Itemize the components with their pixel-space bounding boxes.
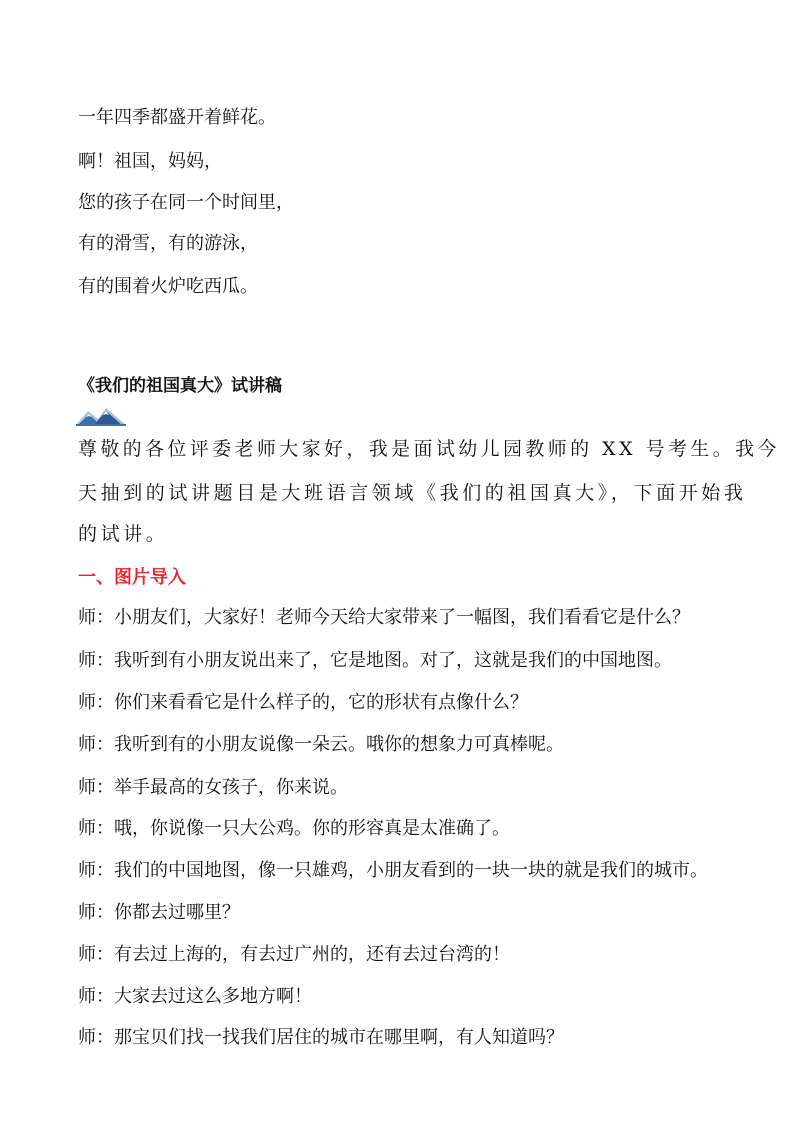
dialogue-line: 师：我听到有的小朋友说像一朵云。哦你的想象力可真棒呢。 [78, 734, 564, 755]
dialogue-line: 师：有去过上海的，有去过广州的，还有去过台湾的！ [78, 944, 510, 965]
dialogue-line: 师：我听到有小朋友说出来了，它是地图。对了，这就是我们的中国地图。 [78, 650, 672, 671]
dialogue-line: 师：你们来看看它是什么样子的，它的形状有点像什么？ [78, 692, 528, 713]
dialogue-line: 师：举手最高的女孩子，你来说。 [78, 777, 348, 798]
document-title: 《我们的祖国真大》试讲稿 [78, 376, 282, 396]
section-heading: 一、图片导入 [78, 567, 186, 588]
intro-line: 的试讲。 [78, 523, 169, 545]
dialogue-line: 师：那宝贝们找一找我们居住的城市在哪里啊，有人知道吗？ [78, 1027, 564, 1048]
poem-line: 有的滑雪，有的游泳， [78, 233, 258, 254]
intro-line: 尊敬的各位评委老师大家好，我是面试幼儿园教师的 XX 号考生。我今 [78, 438, 780, 460]
poem-line: 一年四季都盛开着鲜花。 [78, 107, 276, 128]
dialogue-line: 师：大家去过这么多地方啊！ [78, 986, 312, 1007]
dialogue-line: 师：哦，你说像一只大公鸡。你的形容真是太准确了。 [78, 818, 510, 839]
dialogue-line: 师：小朋友们，大家好！老师今天给大家带来了一幅图，我们看看它是什么？ [78, 607, 690, 628]
poem-line: 您的孩子在同一个时间里， [78, 192, 294, 213]
mountain-icon [76, 405, 126, 427]
dialogue-line: 师：我们的中国地图，像一只雄鸡，小朋友看到的一块一块的就是我们的城市。 [78, 860, 708, 881]
poem-line: 啊！祖国，妈妈， [78, 151, 222, 172]
dialogue-line: 师：你都去过哪里？ [78, 902, 240, 923]
intro-line: 天抽到的试讲题目是大班语言领域《我们的祖国真大》，下面开始我 [78, 482, 747, 504]
poem-line: 有的围着火炉吃西瓜。 [78, 276, 258, 297]
